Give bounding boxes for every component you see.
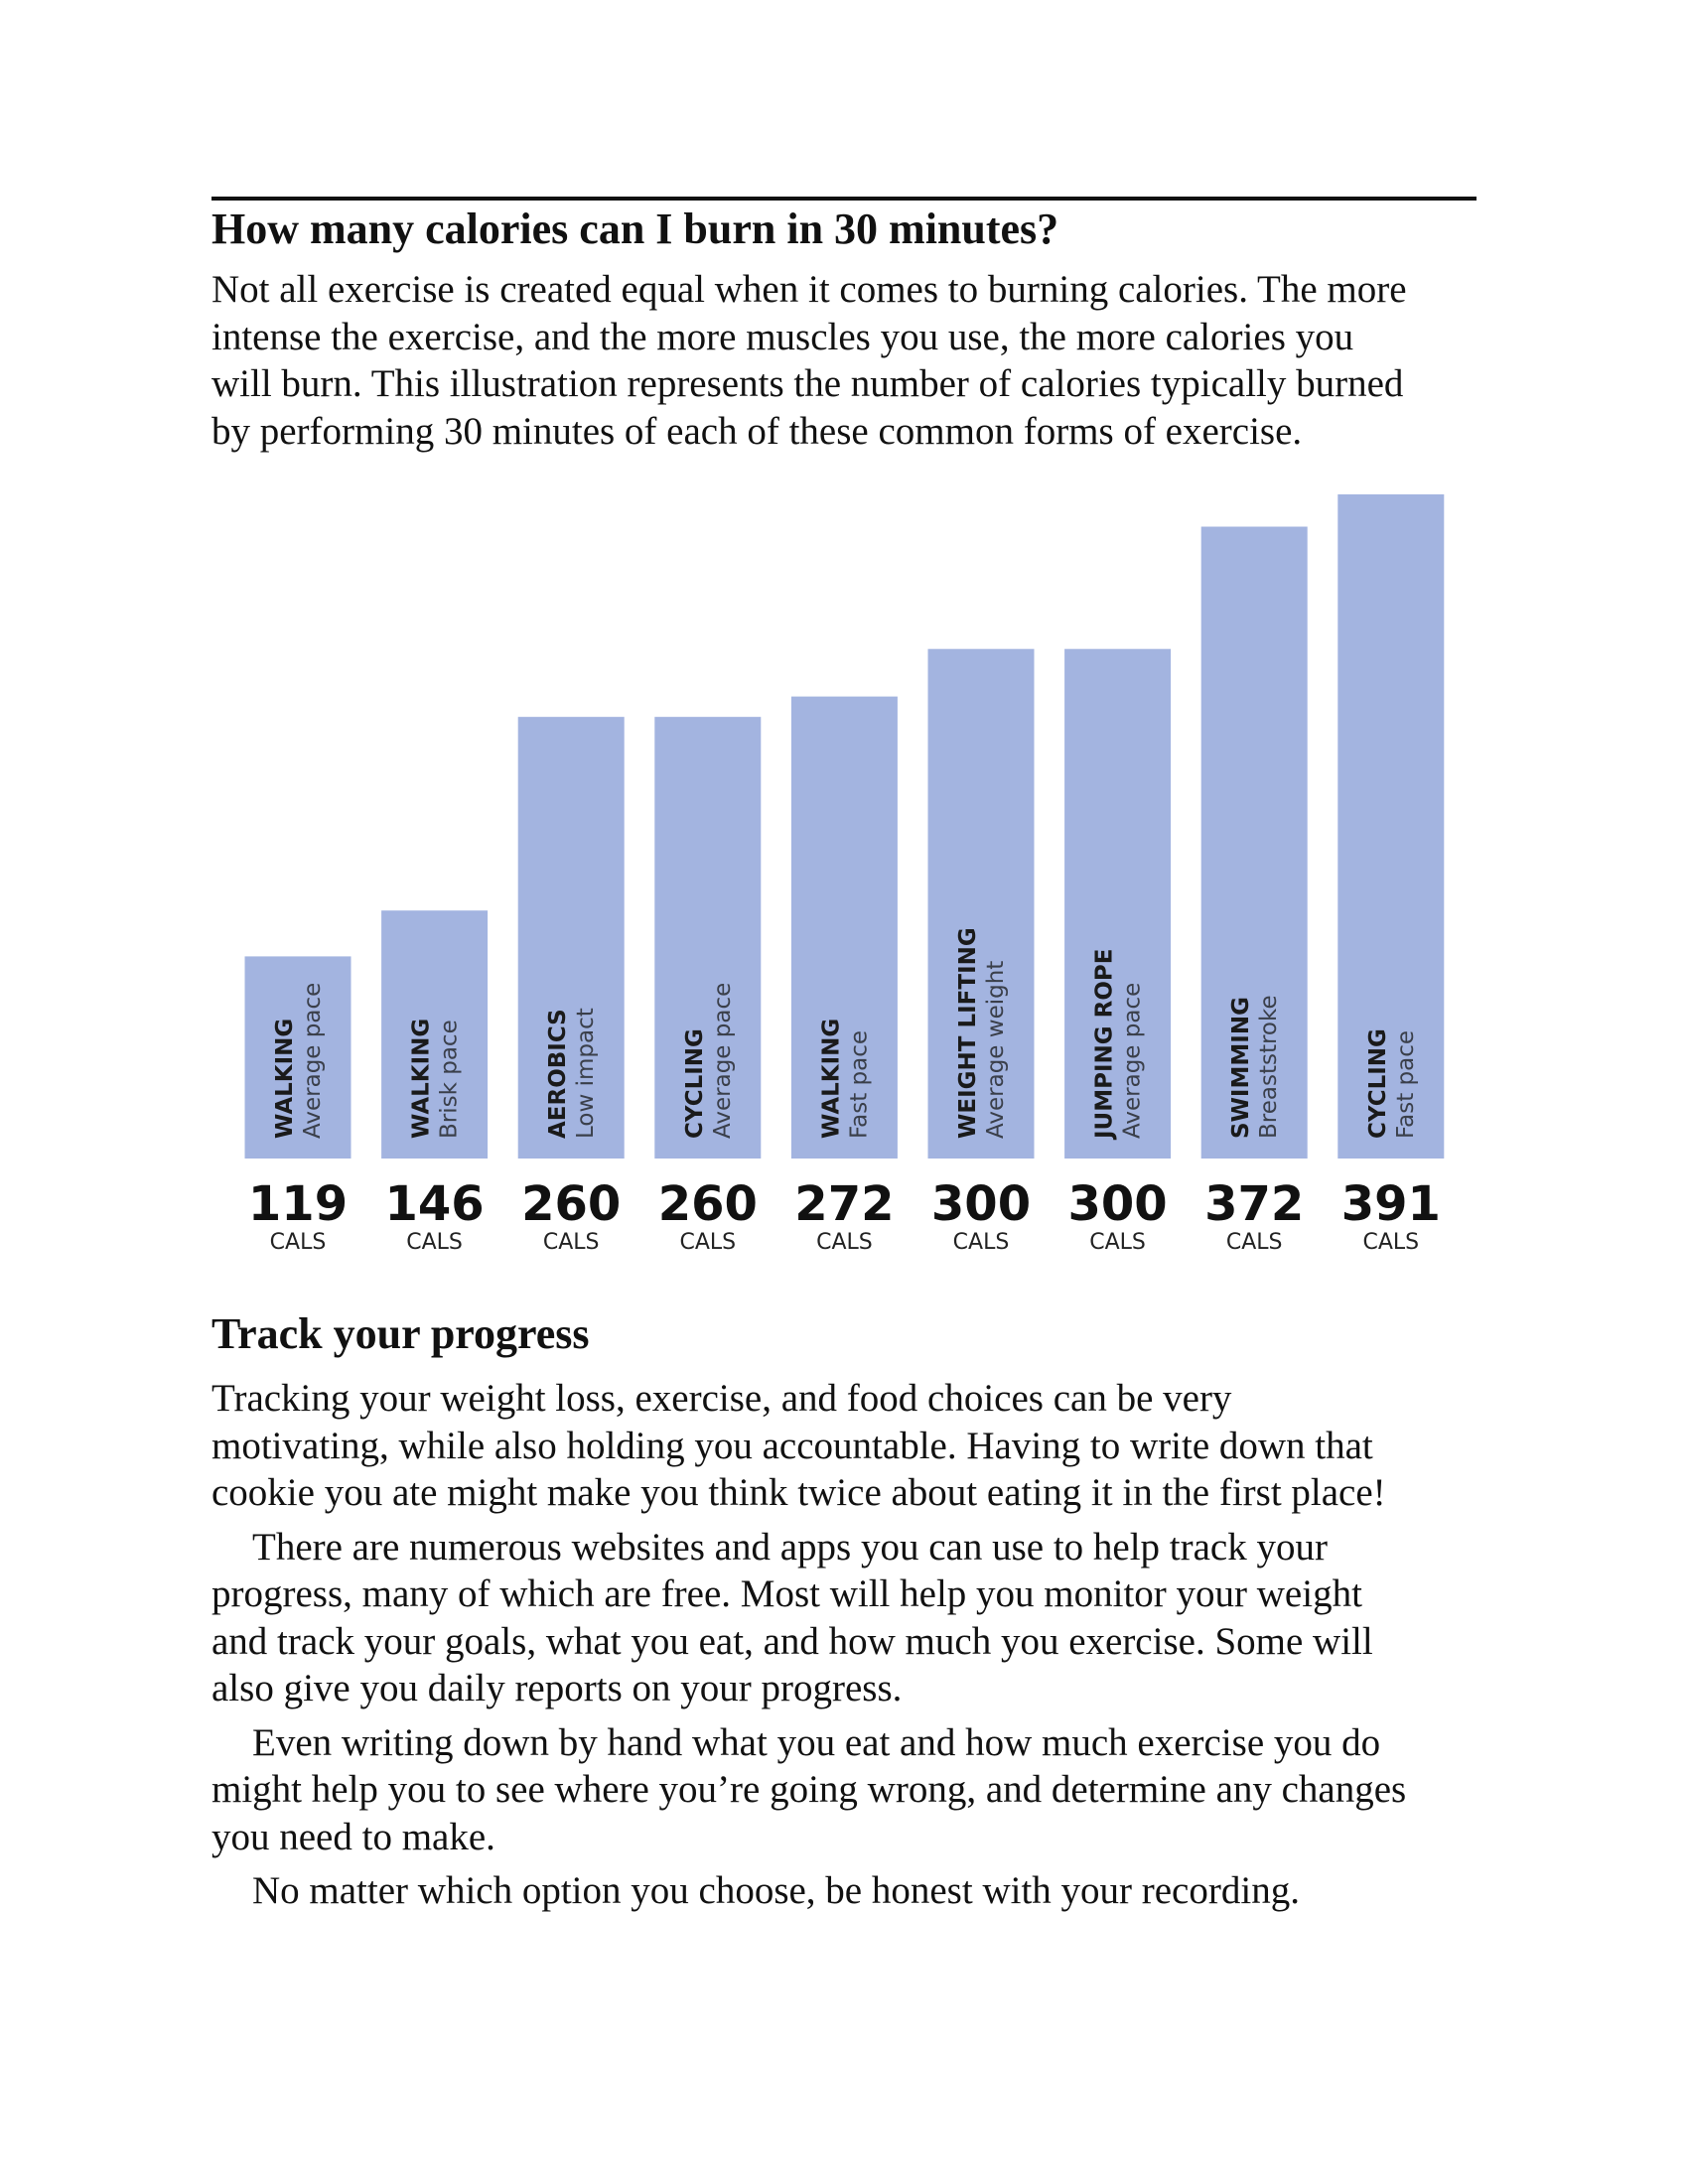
- bar-unit-label: CALS: [1089, 1230, 1146, 1255]
- bar: [1337, 494, 1444, 1159]
- bar: [654, 717, 761, 1159]
- bar-value-label: 146: [384, 1176, 485, 1232]
- text-line: No matter which option you choose, be honest with your recording.: [252, 1869, 1300, 1912]
- bar-value-label: 300: [930, 1176, 1032, 1232]
- bar: [1064, 649, 1171, 1159]
- bar-group: [654, 717, 761, 1255]
- bar-unit-label: CALS: [542, 1230, 600, 1255]
- text-line: you need to make.: [211, 1815, 495, 1858]
- bar-unit-label: CALS: [816, 1230, 873, 1255]
- bar-value-label: 260: [657, 1176, 758, 1232]
- progress-body: [211, 1375, 1502, 1922]
- section-heading-progress: Track your progress: [211, 1309, 590, 1358]
- bar-group: [928, 649, 1035, 1255]
- bar-group: [1064, 649, 1171, 1255]
- bar-activity-label: AEROBICSLow impact: [545, 1008, 600, 1139]
- bar-activity-label: WALKINGAverage pace: [272, 982, 326, 1139]
- bar: [1201, 527, 1308, 1159]
- bar-group: [518, 717, 625, 1255]
- text-line: also give you daily reports on your progress.: [211, 1667, 903, 1709]
- bar-value-label: 272: [794, 1176, 895, 1232]
- text-line: might help you to see where you’re going wrong, and determine any changes: [211, 1768, 1407, 1811]
- bar: [381, 910, 488, 1159]
- bar-activity-label: WALKINGBrisk pace: [408, 1018, 463, 1139]
- text-line: by performing 30 minutes of each of these common forms of exercise.: [211, 409, 1303, 453]
- bar: [928, 649, 1035, 1159]
- bar: [245, 956, 352, 1159]
- paragraph: [211, 1524, 1502, 1712]
- bar-unit-label: CALS: [269, 1230, 327, 1255]
- text-line: There are numerous websites and apps you can use to help track your: [252, 1525, 1328, 1569]
- bar-value-label: 119: [247, 1176, 349, 1232]
- bar-group: [245, 956, 352, 1255]
- bar-activity-label: JUMPING ROPEAverage pace: [1091, 948, 1146, 1139]
- bar-value-label: 300: [1067, 1176, 1168, 1232]
- text-line: Not all exercise is created equal when it comes to burning calories. The more: [211, 268, 1407, 311]
- text-line: Tracking your weight loss, exercise, and food choices can be very: [211, 1377, 1232, 1420]
- text-line: cookie you ate might make you think twice about eating it in the first place!: [211, 1471, 1386, 1514]
- bar-unit-label: CALS: [679, 1230, 737, 1255]
- bar-group: [1201, 527, 1308, 1255]
- paragraph: [211, 1375, 1502, 1517]
- bar-unit-label: CALS: [1225, 1230, 1283, 1255]
- text-line: motivating, while also holding you accountable. Having to write down that: [211, 1424, 1373, 1467]
- section-heading-calories: How many calories can I burn in 30 minutes?: [211, 205, 1059, 253]
- text-line: intense the exercise, and the more muscles you use, the more calories you: [211, 315, 1354, 358]
- bar-value-label: 260: [521, 1176, 622, 1232]
- bar-activity-label: WALKINGFast pace: [818, 1018, 873, 1139]
- text-line: and track your goals, what you eat, and how much you exercise. Some will: [211, 1619, 1373, 1663]
- bar-activity-label: CYCLINGAverage pace: [681, 982, 736, 1139]
- text-line: will burn. This illustration represents the number of calories typically burned: [211, 362, 1404, 405]
- bar-value-label: 391: [1340, 1176, 1441, 1232]
- bar: [791, 697, 898, 1159]
- bar-unit-label: CALS: [952, 1230, 1010, 1255]
- bar-activity-label: WEIGHT LIFTINGAverage weight: [955, 927, 1009, 1139]
- bar-value-label: 372: [1204, 1176, 1305, 1232]
- bar-activity-label: CYCLINGFast pace: [1364, 1028, 1419, 1139]
- bar-activity-label: SWIMMINGBreaststroke: [1228, 995, 1283, 1139]
- bar-unit-label: CALS: [406, 1230, 463, 1255]
- bar-group: [791, 697, 898, 1255]
- bar-unit-label: CALS: [1362, 1230, 1420, 1255]
- bar-group: [1337, 494, 1444, 1255]
- bar-group: [381, 910, 488, 1255]
- paragraph: [211, 1867, 1502, 1915]
- text-line: Even writing down by hand what you eat and how much exercise you do: [252, 1720, 1381, 1764]
- paragraph: [211, 1719, 1502, 1861]
- text-line: progress, many of which are free. Most will help you monitor your weight: [211, 1572, 1362, 1615]
- bar: [518, 717, 625, 1159]
